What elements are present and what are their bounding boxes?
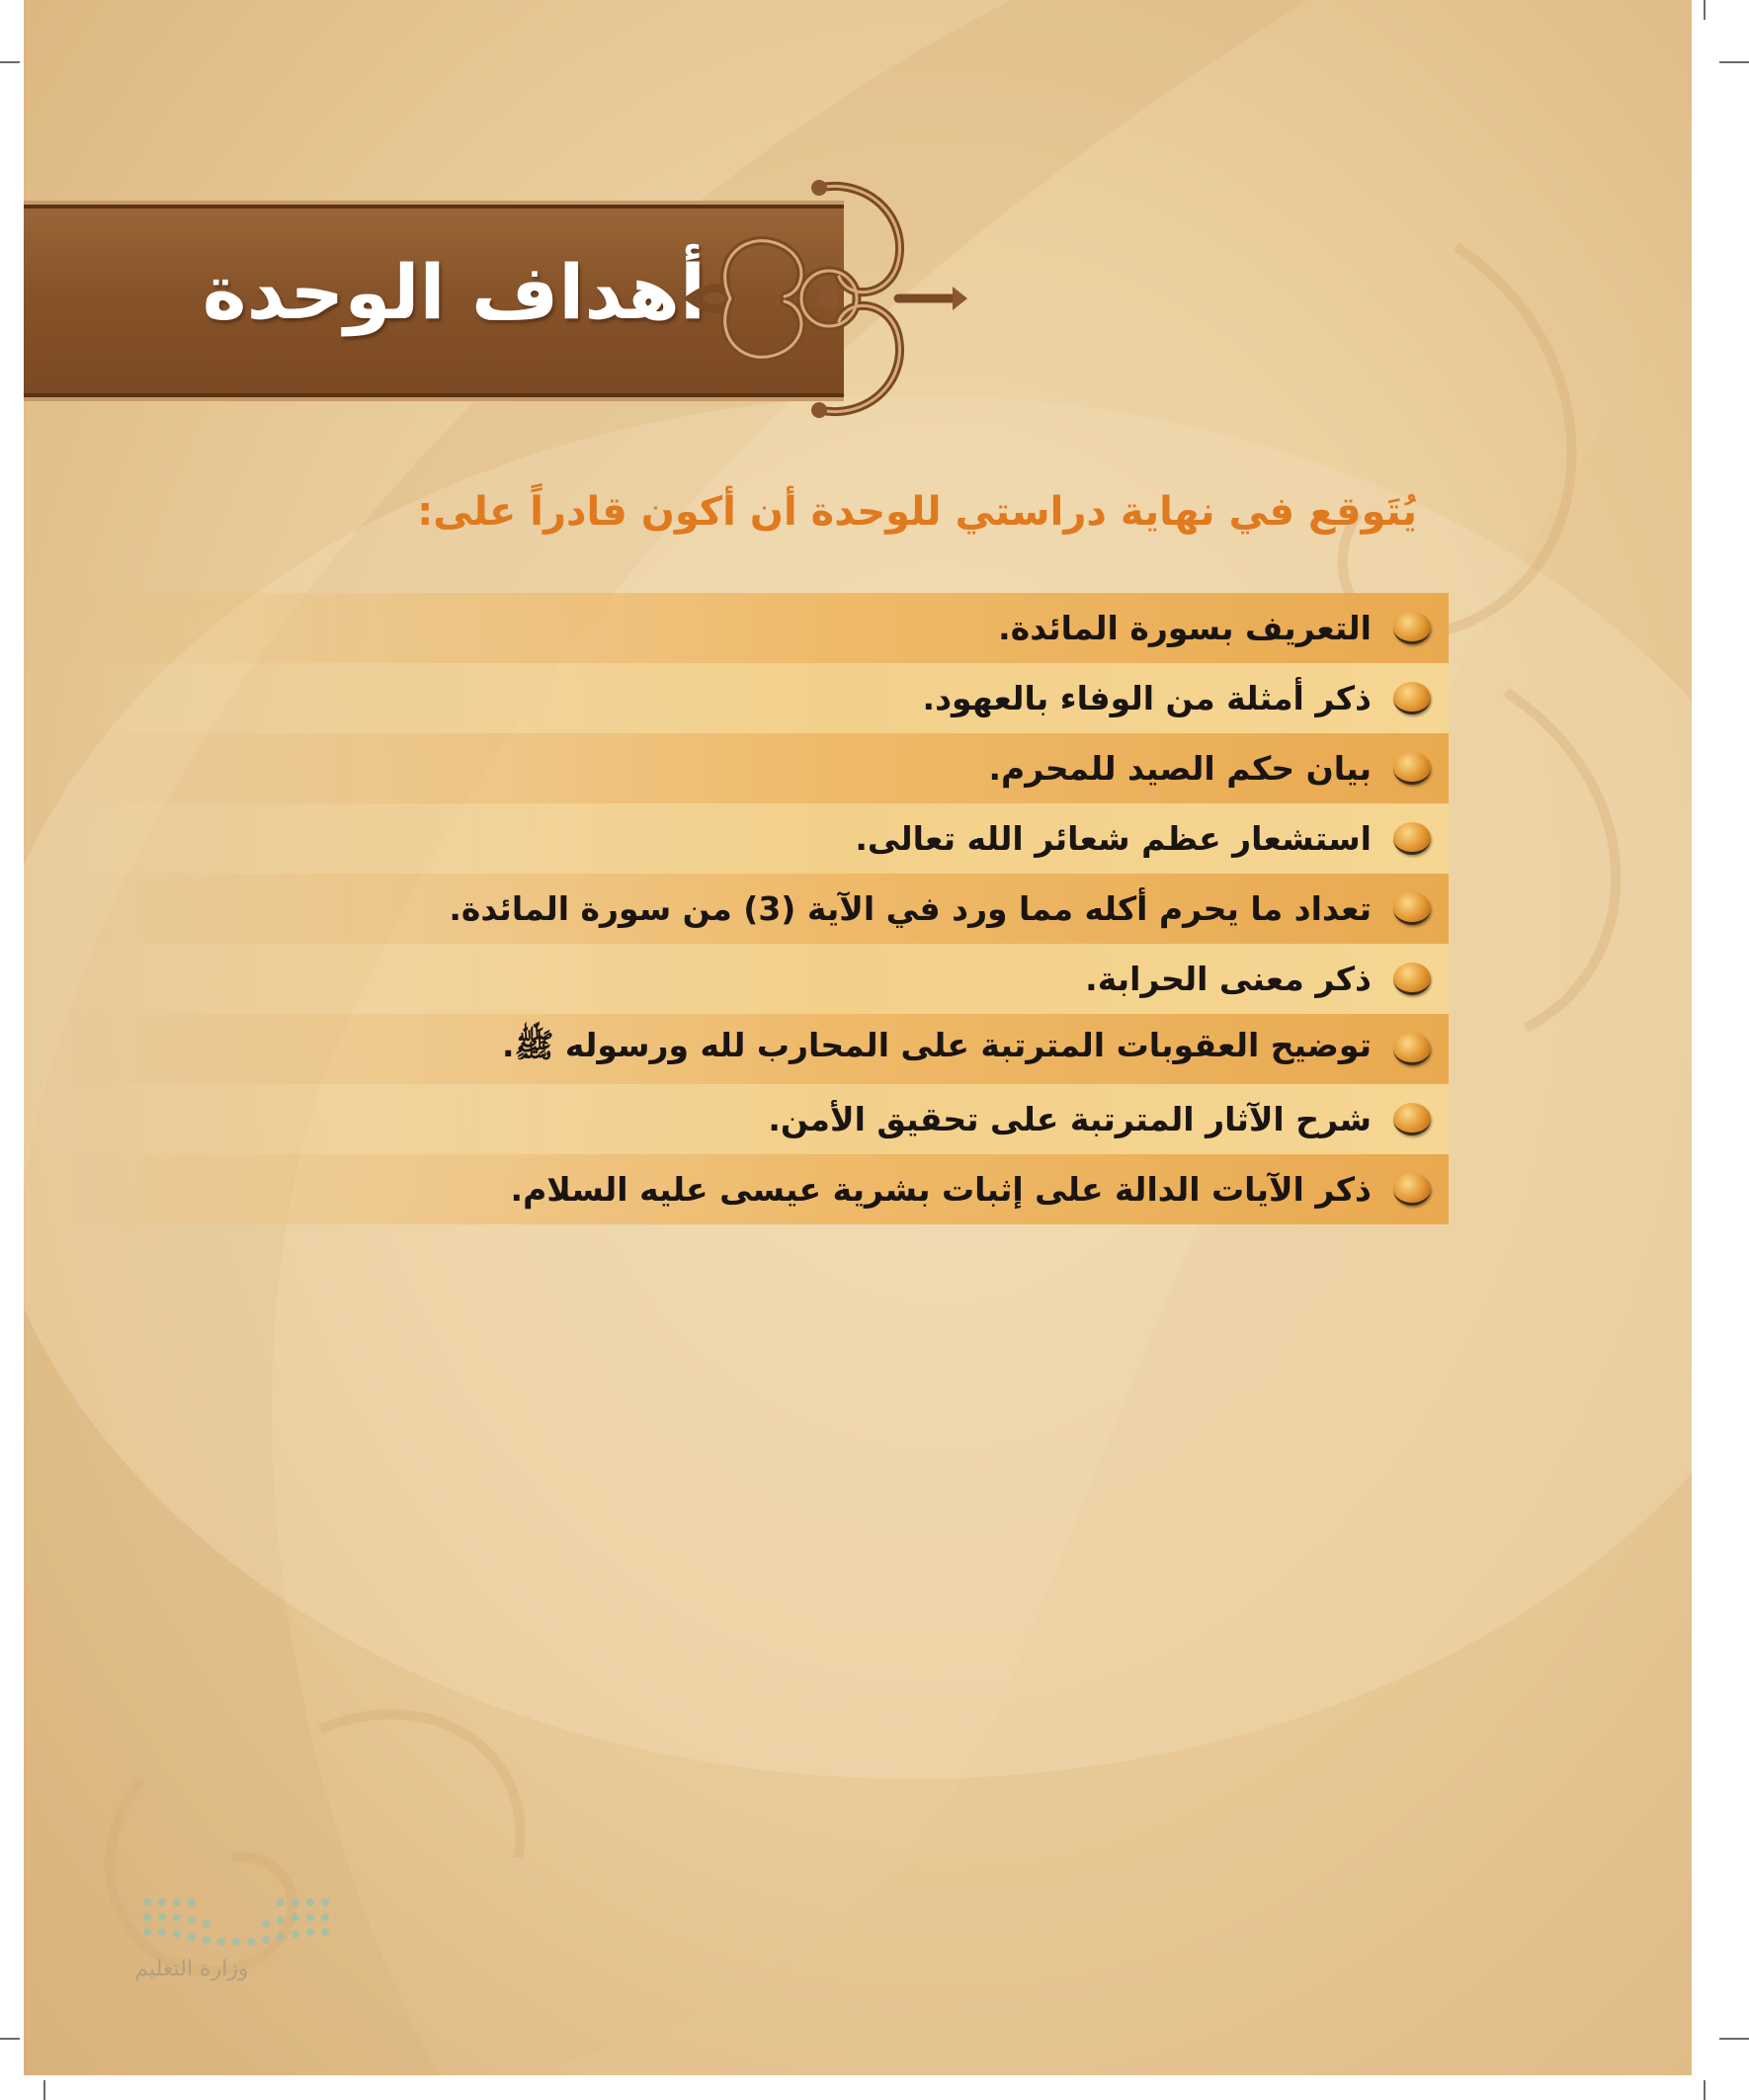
gold-bullet-icon [1393, 752, 1431, 785]
trim-mark [1704, 2080, 1706, 2100]
gold-bullet-icon [1393, 963, 1431, 995]
objective-text: شرح الآثار المترتبة على تحقيق الأمن. [768, 1100, 1372, 1138]
trim-mark [1704, 0, 1706, 20]
objective-text: ذكر أمثلة من الوفاء بالعهود. [922, 679, 1372, 717]
list-item [63, 1154, 1449, 1224]
gold-bullet-icon [1393, 1033, 1431, 1065]
trim-mark [0, 61, 20, 63]
objective-text: توضيح العقوبات المترتبة على المحارب لله ورسوله ﷺ. [502, 1025, 1372, 1064]
list-item [63, 944, 1449, 1014]
page-title: أهداف الوحدة [202, 248, 706, 336]
list-item [63, 1084, 1449, 1154]
arabesque-ornament-icon [671, 168, 967, 430]
trim-mark [43, 2080, 45, 2100]
gold-bullet-icon [1393, 612, 1431, 644]
list-item [63, 593, 1449, 663]
objective-text: ذكر الآيات الدالة على إثبات بشرية عيسى عليه السلام. [510, 1170, 1372, 1209]
trim-mark [1719, 61, 1749, 63]
list-item [63, 803, 1449, 874]
list-item [63, 663, 1449, 733]
objective-text: بيان حكم الصيد للمحرم. [988, 749, 1372, 788]
ministry-name: وزارة التعليم [134, 1957, 249, 1981]
objective-text: التعريف بسورة المائدة. [998, 609, 1372, 647]
gold-bullet-icon [1393, 892, 1431, 925]
objective-text: استشعار عظم شعائر الله تعالى. [855, 819, 1372, 858]
objective-text: ذكر معنى الحرابة. [1085, 960, 1372, 998]
gold-bullet-icon [1393, 1173, 1431, 1206]
gold-bullet-icon [1393, 1103, 1431, 1135]
trim-mark [0, 2038, 20, 2040]
list-item [63, 874, 1449, 944]
list-item [63, 733, 1449, 803]
gold-bullet-icon [1393, 682, 1431, 714]
trim-mark [1719, 2038, 1749, 2040]
list-item [63, 1014, 1449, 1084]
objective-text: تعداد ما يحرم أكله مما ورد في الآية (3) من سورة المائدة. [449, 889, 1372, 928]
objectives-intro: يُتَوقع في نهاية دراستي للوحدة أن أكون قادراً على: [417, 489, 1417, 535]
objectives-list [63, 593, 1449, 1224]
gold-bullet-icon [1393, 822, 1431, 855]
page [24, 0, 1692, 2075]
